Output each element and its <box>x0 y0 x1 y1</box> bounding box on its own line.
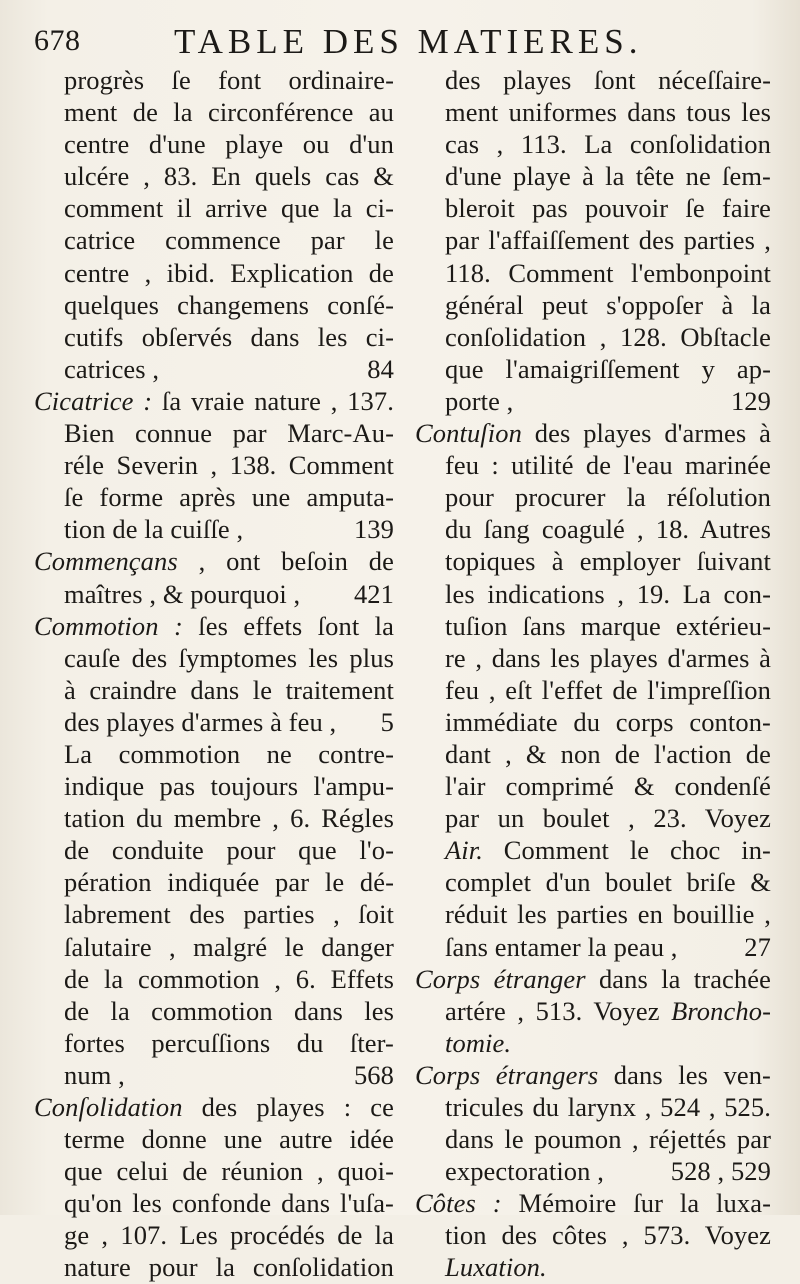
index-line-text: cutifs obſervés dans les ci- <box>64 321 394 352</box>
index-line <box>34 160 394 192</box>
index-line-text: par un boulet , 23. Voyez <box>445 803 771 834</box>
index-line-text: à craindre dans le traitement <box>64 674 394 705</box>
index-line <box>415 674 771 706</box>
index-line-text: ſe forme après une amputa- <box>64 482 394 513</box>
index-line-text: expectoration , <box>445 1156 604 1187</box>
index-line-text: général peut s'oppoſer à la <box>445 289 771 320</box>
index-line <box>34 224 394 256</box>
index-line <box>34 385 394 417</box>
index-line-text: ſans entamer la peau , <box>445 931 678 962</box>
page-reference: 528 , 529 <box>670 1156 771 1187</box>
page-number: 678 <box>34 24 81 57</box>
index-line <box>415 224 771 256</box>
index-line-text: du ſang coagulé , 18. Autres <box>445 514 771 545</box>
index-line <box>415 481 771 513</box>
index-line-text: bleroit pas pouvoir ſe faire <box>445 193 771 224</box>
index-line <box>34 706 394 738</box>
index-line-text: porte , <box>445 385 514 416</box>
index-line-text: dans le poumon , réjettés par <box>445 1124 771 1155</box>
index-line <box>34 963 394 995</box>
index-line <box>415 353 771 385</box>
index-line-text: num , <box>64 1059 125 1090</box>
index-line <box>415 770 771 802</box>
index-line-text: de la commotion , 6. Effets <box>64 963 394 994</box>
index-line-text: Commotion : ſes effets ſont la <box>34 610 394 641</box>
index-line-text: immédiate du corps conton- <box>445 706 771 737</box>
index-line-text: par l'affaiſſement des parties , <box>445 225 771 256</box>
index-line-text: ment de la circonférence au <box>64 97 394 128</box>
index-line-text: fortes percuſſions du ſter- <box>64 1027 394 1058</box>
index-line <box>415 866 771 898</box>
index-line <box>34 257 394 289</box>
running-title: TABLE DES MATIERES. <box>174 22 643 61</box>
index-line <box>34 128 394 160</box>
index-line <box>415 64 771 96</box>
index-line-text: maîtres , & pourquoi , <box>64 578 301 609</box>
index-line <box>415 610 771 642</box>
index-line <box>34 642 394 674</box>
index-line-text: tation du membre , 6. Régles <box>64 803 394 834</box>
index-line <box>415 192 771 224</box>
index-line <box>415 257 771 289</box>
index-line-text: La commotion ne contre- <box>64 738 394 769</box>
index-line-text: réle Severin , 138. Comment <box>64 450 394 481</box>
index-line-text: labrement des parties , ſoit <box>64 899 394 930</box>
index-line <box>415 545 771 577</box>
index-line-text: Corps étranger dans la trachée <box>415 963 771 994</box>
index-line <box>415 642 771 674</box>
index-line <box>34 931 394 963</box>
index-line <box>415 289 771 321</box>
index-line <box>34 96 394 128</box>
index-line <box>415 1219 771 1251</box>
index-line <box>34 481 394 513</box>
index-line-text: pour procurer la réſolution <box>445 482 771 513</box>
index-line-text: tion de la cuiſſe , <box>64 514 244 545</box>
index-line <box>415 738 771 770</box>
index-line <box>34 578 394 610</box>
index-line <box>34 610 394 642</box>
index-line-text: l'air comprimé & condenſé <box>445 771 771 802</box>
index-line <box>34 192 394 224</box>
index-line-text: tomie. <box>445 1027 512 1058</box>
index-line-text: cauſe des ſymptomes les plus <box>64 642 394 673</box>
index-line <box>34 1219 394 1251</box>
index-line <box>34 866 394 898</box>
index-line-text: centre d'une playe ou d'un <box>64 129 394 160</box>
page-reference: 129 <box>730 385 771 416</box>
index-line <box>415 834 771 866</box>
index-line <box>415 1059 771 1091</box>
page-header <box>34 16 774 64</box>
index-line-text: ment uniformes dans tous les <box>445 97 771 128</box>
index-line-text: de la commotion dans les <box>64 995 394 1026</box>
page-reference: 421 <box>353 578 394 609</box>
index-line <box>415 1123 771 1155</box>
index-line-text: Commençans , ont beſoin de <box>34 546 394 577</box>
index-line-text: réduit les parties en bouillie , <box>445 899 771 930</box>
index-line-text: conſolidation , 128. Obſtacle <box>445 321 771 352</box>
index-line <box>415 1091 771 1123</box>
index-line-text: Côtes : Mémoire ſur la luxa- <box>415 1188 772 1219</box>
index-line-text: ulcére , 83. En quels cas & <box>64 161 394 192</box>
page-reference: 139 <box>353 514 394 545</box>
index-line <box>34 64 394 96</box>
index-line-text: ſalutaire , malgré le danger <box>64 931 394 962</box>
index-line <box>415 96 771 128</box>
index-line-text: Contuſion des playes d'armes à <box>415 418 771 449</box>
index-line-text: progrès ſe font ordinaire- <box>64 65 394 95</box>
index-line-text: tricules du larynx , 524 , 525. <box>445 1092 771 1122</box>
index-line-text: que l'amaigriſſement y ap- <box>445 353 771 384</box>
index-line-text: feu , eſt l'effet de l'impreſſion <box>445 674 771 705</box>
page-reference: 568 <box>353 1059 394 1090</box>
index-line-text: Conſolidation des playes : ce <box>34 1092 394 1122</box>
index-line <box>34 1059 394 1091</box>
index-line <box>415 1251 771 1283</box>
index-line-text: ge , 107. Les procédés de la <box>64 1220 394 1251</box>
index-line <box>34 417 394 449</box>
index-line-text: feu : utilité de l'eau marinée <box>445 450 771 481</box>
right-column <box>415 64 771 1284</box>
index-line <box>415 1155 771 1187</box>
index-line <box>34 1251 394 1283</box>
index-line <box>415 321 771 353</box>
index-line <box>415 802 771 834</box>
index-line-text: Bien connue par Marc-Au- <box>64 418 394 449</box>
index-line <box>34 1155 394 1187</box>
index-line-text: dant , & non de l'action de <box>445 738 771 769</box>
index-line <box>34 1091 394 1123</box>
index-line <box>415 385 771 417</box>
index-line <box>415 128 771 160</box>
index-line-text: qu'on les confonde dans l'uſa- <box>64 1188 394 1219</box>
index-line <box>34 545 394 577</box>
index-line-text: cas , 113. La conſolidation <box>445 129 771 160</box>
index-line-text: de conduite pour que l'o- <box>64 835 394 866</box>
index-line <box>34 995 394 1027</box>
page-reference: 27 <box>744 931 771 962</box>
index-line <box>34 1123 394 1155</box>
index-line <box>415 417 771 449</box>
index-line <box>34 513 394 545</box>
index-line-text: complet d'un boulet briſe & <box>445 867 771 898</box>
index-line <box>415 513 771 545</box>
index-line <box>415 578 771 610</box>
left-column <box>34 64 394 1284</box>
index-line <box>34 802 394 834</box>
index-line <box>34 289 394 321</box>
index-line-text: indique pas toujours l'ampu- <box>64 771 394 802</box>
index-line-text: tuſion ſans marque extérieu- <box>445 610 771 641</box>
index-line-text: Air. Comment le choc in- <box>445 835 771 866</box>
index-line-text: pération indiquée par le dé- <box>64 867 394 898</box>
index-line <box>415 1027 771 1059</box>
index-line-text: Luxation. <box>445 1252 547 1283</box>
index-line-text: nature pour la conſolidation <box>64 1252 394 1283</box>
index-line-text: comment il arrive que la ci- <box>64 193 394 224</box>
index-line <box>34 898 394 930</box>
index-line <box>34 770 394 802</box>
index-line-text: tion des côtes , 573. Voyez <box>445 1220 771 1251</box>
index-line-text: artére , 513. Voyez Broncho- <box>445 995 771 1026</box>
index-line <box>415 160 771 192</box>
index-line-text: les indications , 19. La con- <box>445 578 771 609</box>
index-line <box>34 353 394 385</box>
index-line <box>415 995 771 1027</box>
index-line-text: catrices , <box>64 353 160 384</box>
page-reference: 84 <box>367 353 394 384</box>
index-line <box>34 1027 394 1059</box>
index-line <box>34 738 394 770</box>
index-line-text: que celui de réunion , quoi- <box>64 1156 394 1187</box>
index-line-text: catrice commence par le <box>64 225 394 256</box>
index-line <box>34 834 394 866</box>
index-line <box>415 449 771 481</box>
index-line <box>415 706 771 738</box>
index-line-text: terme donne une autre idée <box>64 1124 394 1155</box>
index-line <box>415 963 771 995</box>
index-line-text: quelques changemens conſé- <box>64 289 394 320</box>
index-line-text: Cicatrice : ſa vraie nature , 137. <box>34 385 394 416</box>
index-line <box>34 674 394 706</box>
index-line-text: centre , ibid. Explication de <box>64 257 394 288</box>
index-line-text: des playes d'armes à feu , <box>64 706 337 737</box>
index-line-text: Corps étrangers dans les ven- <box>415 1059 771 1090</box>
index-line <box>34 321 394 353</box>
page-reference: 5 <box>380 706 394 737</box>
index-line-text: re , dans les playes d'armes à <box>445 642 771 673</box>
index-line-text: des playes ſont néceſſaire- <box>445 65 771 95</box>
index-line <box>415 931 771 963</box>
index-line <box>415 898 771 930</box>
index-line-text: 118. Comment l'embonpoint <box>445 257 771 288</box>
index-line <box>34 449 394 481</box>
index-line-text: topiques à employer ſuivant <box>445 546 771 577</box>
index-line-text: d'une playe à la tête ne ſem- <box>445 161 771 192</box>
